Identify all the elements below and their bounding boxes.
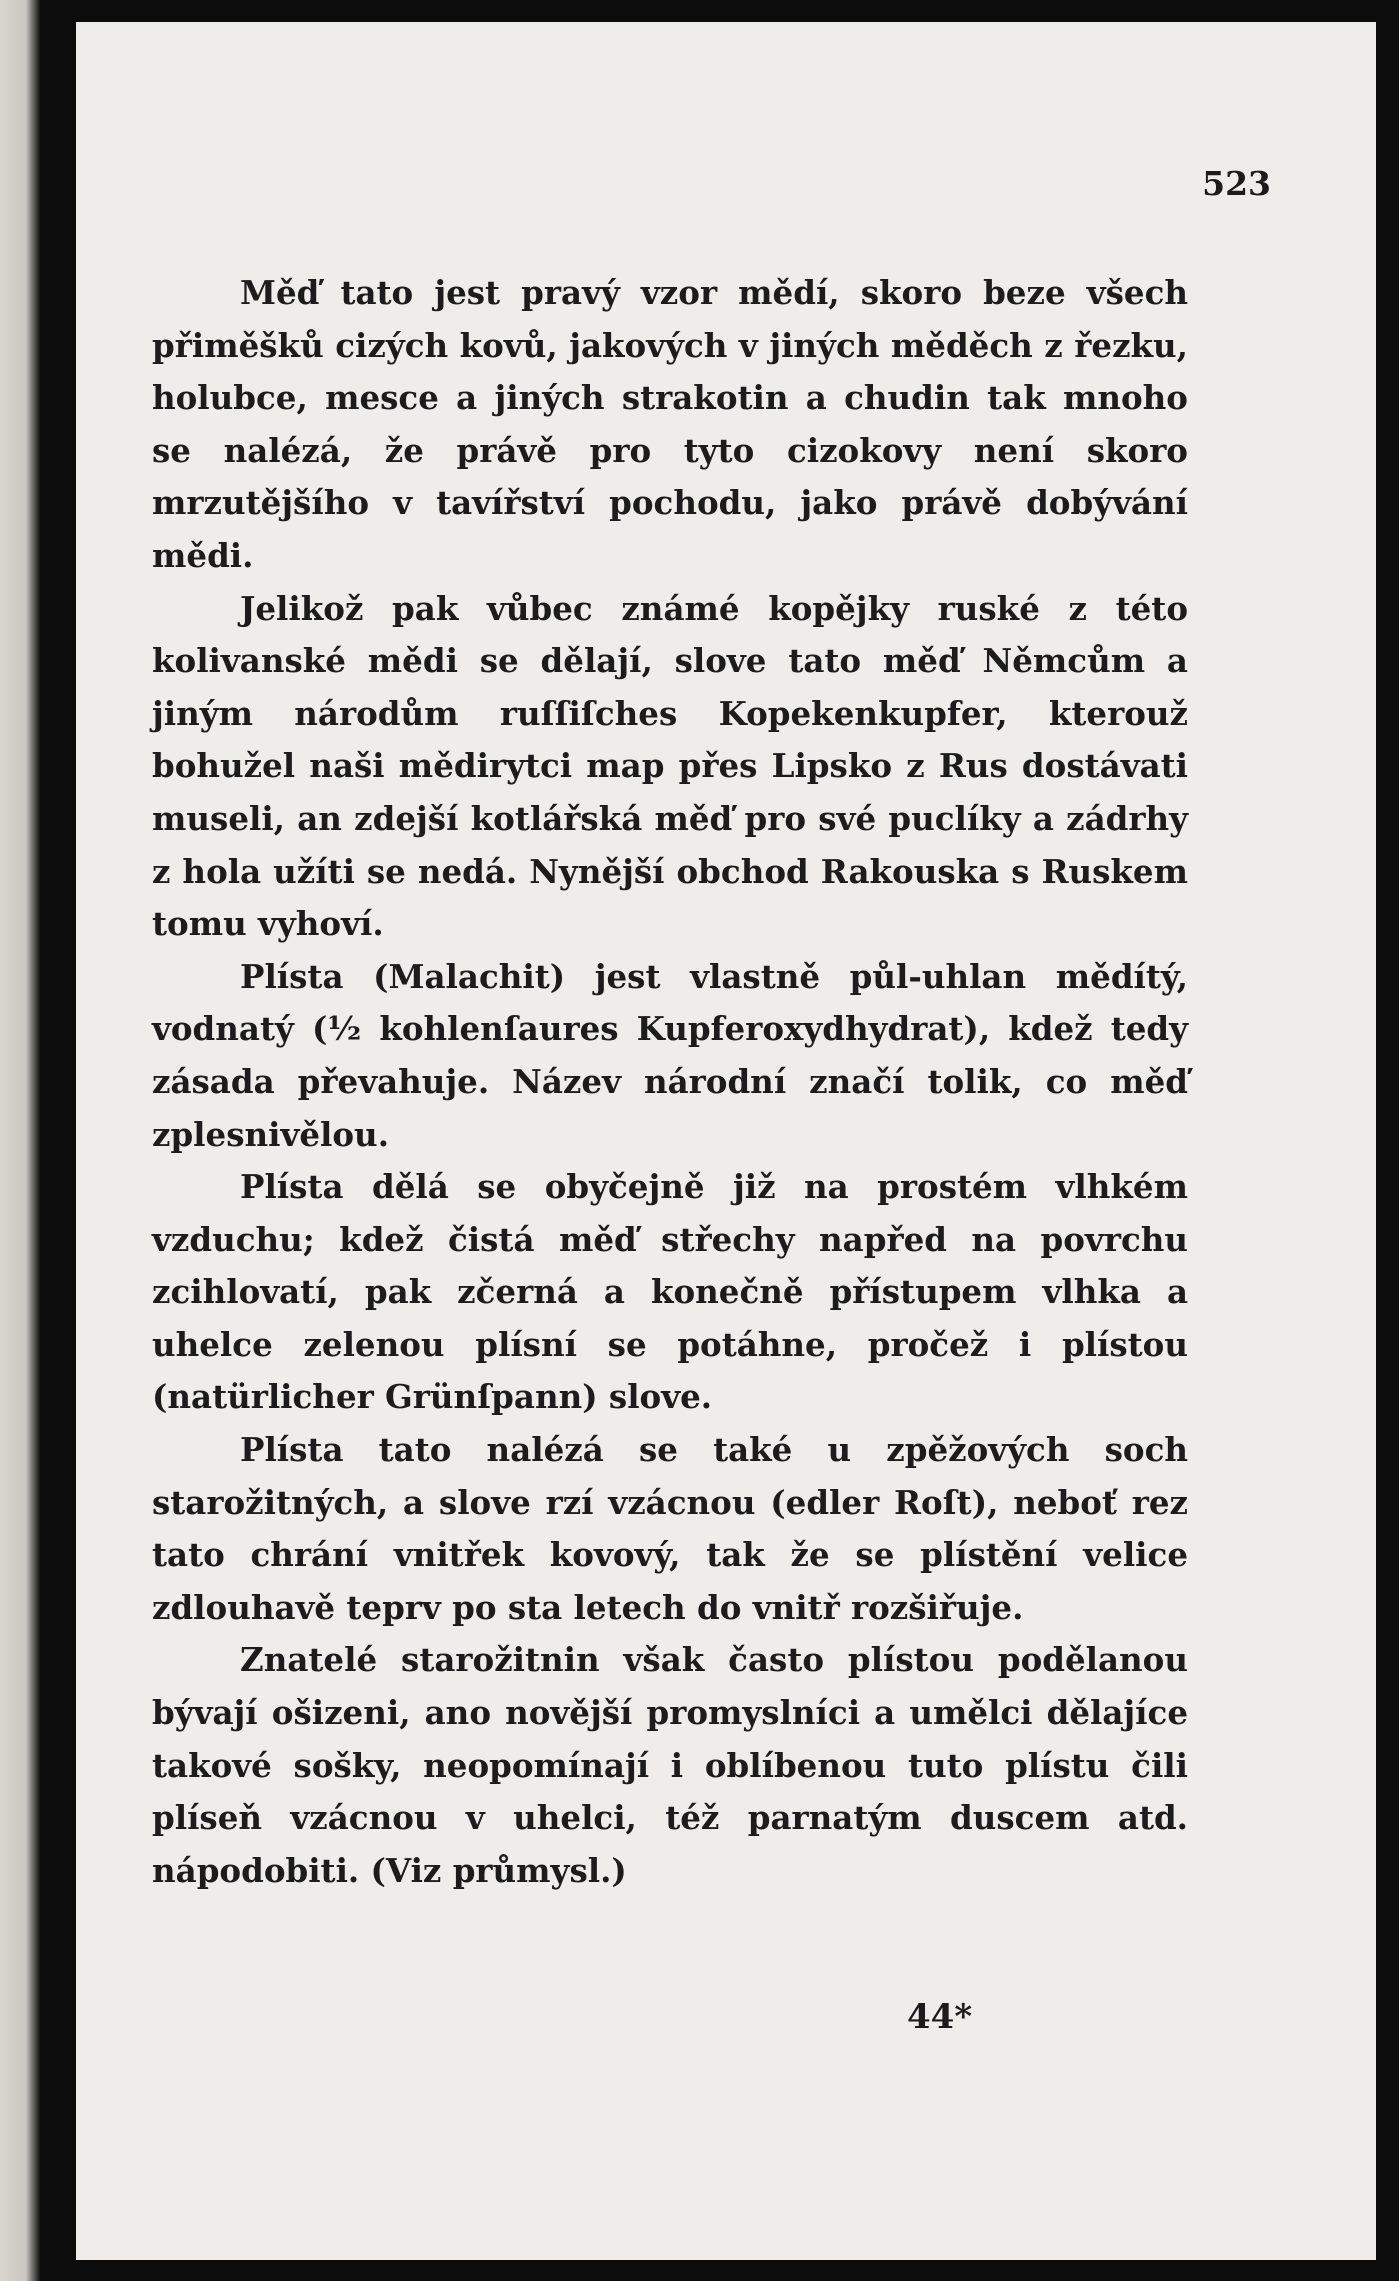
book-page [76, 22, 1376, 2260]
body-text [152, 267, 1188, 1897]
paragraph: Jelikož pak vůbec známé kopějky ruské z této kolivanské mědi se dělají, slove tato měď Němcům a jiným národům ruſſiſches Kopekenkupfer, kterouž bohužel naši mědirytci map přes Lipsko z Rus dostávati museli, an zdejší kotlářská měď pro své puclíky a zádrhy z hola užíti se nedá. Nynější obchod Rakouska s Ruskem tomu vyhoví. [152, 588, 1188, 944]
page-number: 523 [1202, 164, 1271, 203]
paragraph: Měď tato jest pravý vzor mědí, skoro beze všech přiměšků cizých kovů, jakových v jiných měděch z řezku, holubce, mesce a jiných strakotin a chudin tak mnoho se nalézá, že právě pro tyto cizokovy není skoro mrzutějšího v tavířství pochodu, jako právě dobývání mědi. [152, 273, 1188, 575]
paragraph: Plísta tato nalézá se také u zpěžových soch starožitných, a slove rzí vzácnou (edler Roſt), neboť rez tato chrání vnitřek kovový, tak že se plístění velice zdlouhavě teprv po sta letech do vnitř rozšiřuje. [152, 1430, 1188, 1627]
paragraph: Znatelé starožitnin však často plístou podělanou bývají ošizeni, ano novější promyslníci a umělci dělajíce takové sošky, neopomínají i oblíbenou tuto plístu čili plíseň vzácnou v uhelci, též parnatým duscem atd. nápodobiti. (Viz průmysl.) [152, 1640, 1188, 1890]
signature-mark: 44* [907, 1997, 973, 2037]
adjacent-page-edge [0, 0, 40, 2281]
paragraph: Plísta dělá se obyčejně již na prostém vlhkém vzduchu; kdež čistá měď střechy napřed na povrchu zcihlovatí, pak zčerná a konečně přístupem vlhka a uhelce zelenou plísní se potáhne, pročež i plístou (natürlicher Grünſpann) slove. [152, 1167, 1188, 1417]
paragraph: Plísta (Malachit) jest vlastně půl-uhlan mědítý, vodnatý (½ kohlenſaures Kupferoxydhydrat), kdež tedy zásada převahuje. Název národní značí tolik, co měď zplesnivělou. [152, 956, 1188, 1154]
